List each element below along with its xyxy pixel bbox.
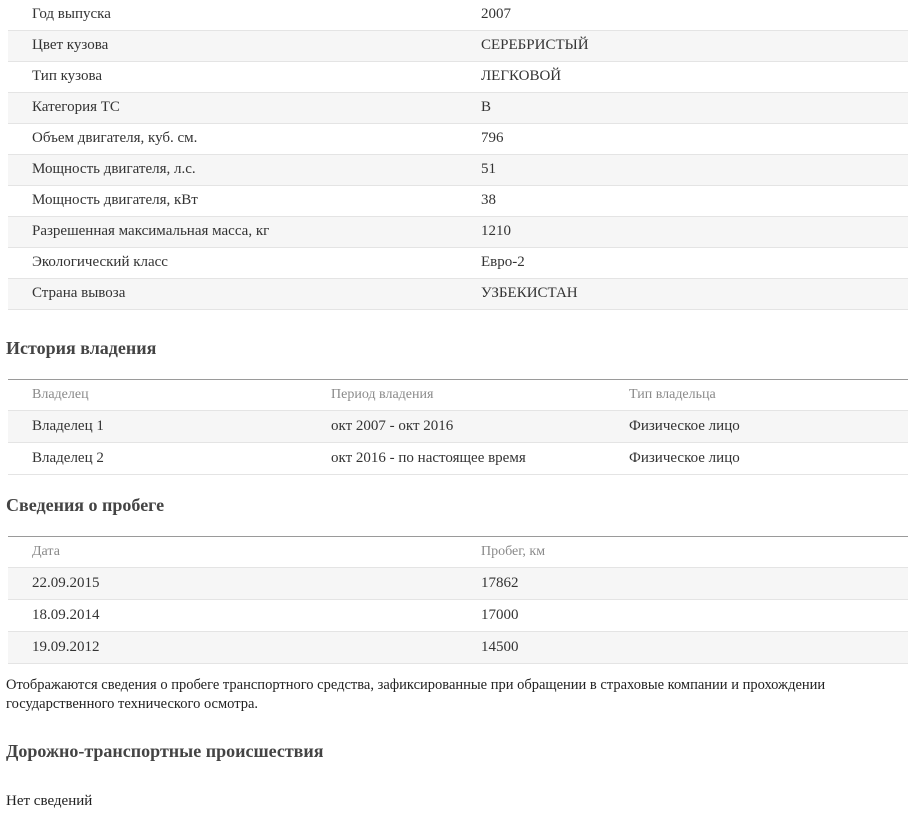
owner-period: окт 2016 - по настоящее время	[331, 450, 526, 466]
owner-name: Владелец 2	[32, 450, 104, 466]
spec-row-year	[8, 0, 908, 31]
mileage-header-row	[8, 537, 908, 568]
ownership-table	[8, 379, 908, 475]
spec-row-power-hp	[8, 155, 908, 186]
column-header-period: Период владения	[331, 387, 434, 402]
spec-value: B	[481, 99, 492, 115]
spec-label: Цвет кузова	[32, 37, 109, 53]
vehicle-specs-table	[8, 0, 908, 310]
mileage-table	[8, 536, 908, 664]
spec-label: Мощность двигателя, л.с.	[32, 161, 196, 177]
spec-value: УЗБЕКИСТАН	[481, 285, 578, 301]
spec-label: Год выпуска	[32, 6, 111, 22]
ownership-header-row	[8, 380, 908, 411]
mileage-value: 17000	[481, 607, 519, 623]
spec-label: Экологический класс	[32, 254, 168, 270]
owner-name: Владелец 1	[32, 418, 104, 434]
column-header-date: Дата	[32, 544, 60, 559]
spec-label: Мощность двигателя, кВт	[32, 192, 198, 208]
accidents-title: Дорожно-транспортные происшествия	[6, 741, 324, 761]
spec-label: Категория ТС	[32, 99, 120, 115]
mileage-value: 17862	[481, 575, 519, 591]
spec-label: Разрешенная максимальная масса, кг	[32, 223, 270, 239]
spec-label: Объем двигателя, куб. см.	[32, 130, 198, 146]
spec-value: 2007	[481, 6, 511, 22]
spec-row-body-type	[8, 62, 908, 93]
owner-type: Физическое лицо	[629, 450, 740, 466]
ownership-title: История владения	[6, 338, 157, 358]
column-header-owner: Владелец	[32, 387, 89, 402]
mileage-date: 19.09.2012	[32, 639, 100, 655]
spec-row-eco-class	[8, 248, 908, 279]
mileage-date: 22.09.2015	[32, 575, 100, 591]
mileage-date: 18.09.2014	[32, 607, 100, 623]
spec-row-category	[8, 93, 908, 124]
spec-value: ЛЕГКОВОЙ	[481, 68, 562, 84]
table-row	[8, 632, 908, 664]
table-row	[8, 568, 908, 600]
spec-value: 796	[481, 130, 504, 146]
spec-row-color	[8, 31, 908, 62]
spec-value: 51	[481, 161, 496, 177]
mileage-title: Сведения о пробеге	[6, 495, 165, 515]
column-header-mileage: Пробег, км	[481, 544, 546, 559]
table-row	[8, 600, 908, 632]
mileage-value: 14500	[481, 639, 519, 655]
table-row	[8, 443, 908, 475]
table-row	[8, 411, 908, 443]
spec-value: Евро-2	[481, 254, 525, 270]
spec-value: СЕРЕБРИСТЫЙ	[481, 37, 589, 53]
spec-row-engine-volume	[8, 124, 908, 155]
spec-row-export-country	[8, 279, 908, 310]
accidents-status-text: Нет сведений	[6, 793, 93, 809]
spec-row-max-mass	[8, 217, 908, 248]
owner-period: окт 2007 - окт 2016	[331, 418, 454, 434]
spec-value: 1210	[481, 223, 511, 239]
spec-row-power-kw	[8, 186, 908, 217]
mileage-note: Отображаются сведения о пробеге транспортного средства, зафиксированные при обращении в страховые компании и прохождении государственного технического осмотра.	[6, 677, 826, 712]
spec-label: Страна вывоза	[32, 285, 126, 301]
column-header-owner-type: Тип владельца	[629, 387, 716, 402]
spec-value: 38	[481, 192, 496, 208]
spec-label: Тип кузова	[32, 68, 103, 84]
owner-type: Физическое лицо	[629, 418, 740, 434]
